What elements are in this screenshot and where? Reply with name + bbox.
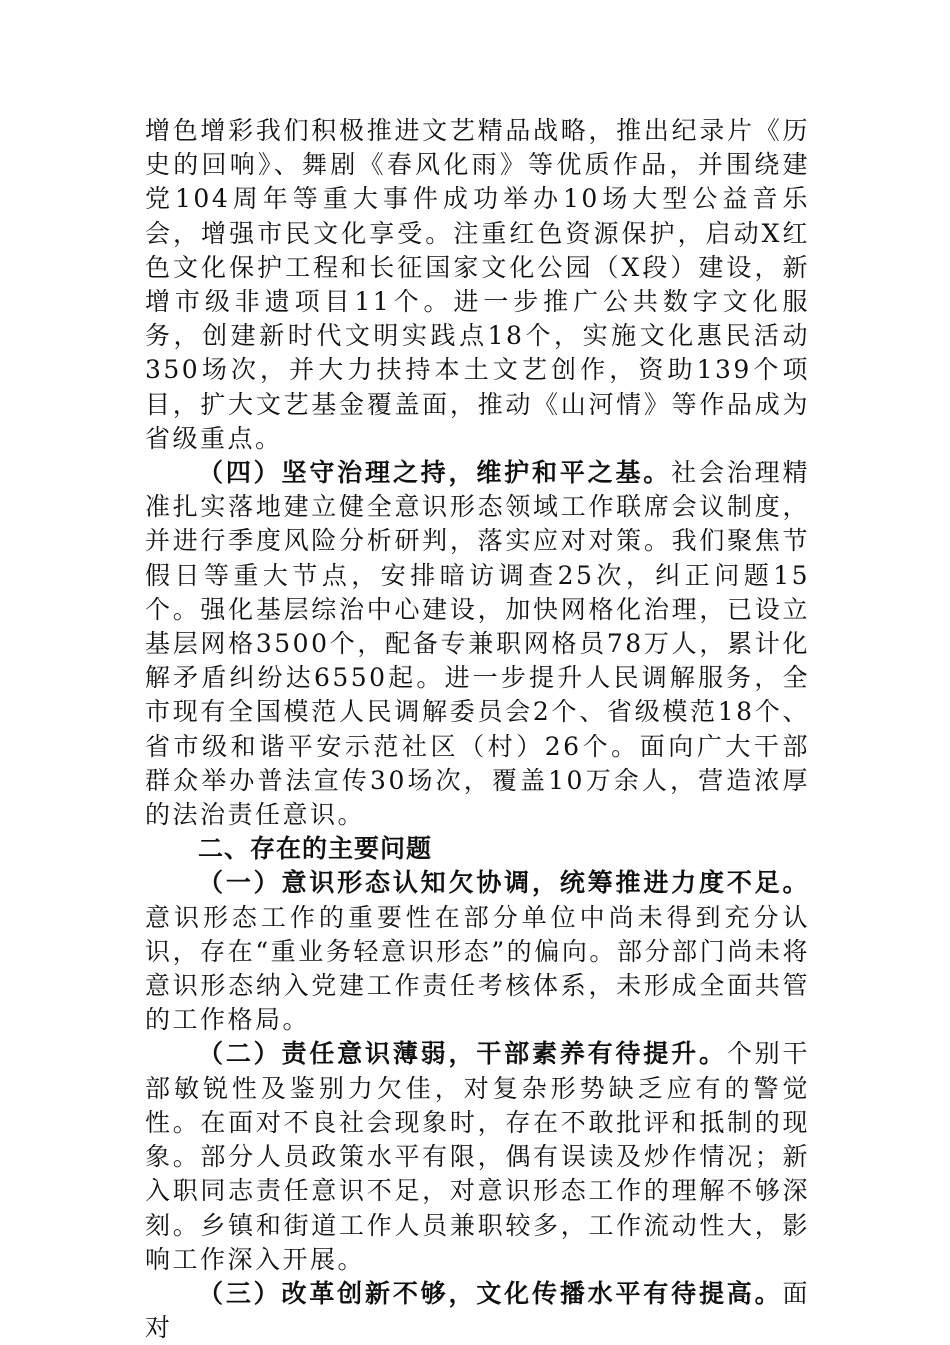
paragraph-problem-three: [145, 1277, 810, 1345]
paragraph-text: 社会治理精准扎实落地建立健全意识形态领域工作联席会议制度，并进行季度风险分析研判，落实应对对策。我们聚焦节假日等重大节点，安排暗访调查25次，纠正问题15个。强化基层综治中心建设，加快网格化治理，已设立基层网格3500个，配备专兼职网格员78万人，累计化解矛盾纠纷达6550起。进一步提升人民调解服务，全市现有全国模范人民调解委员会2个、省级模范18个、省市级和谐平安示范社区（村）26个。面向广大干部群众举办普法宣传30场次，覆盖10万余人，营造浓厚的法治责任意识。: [145, 458, 810, 830]
section-lead-four: （四）坚守治理之持，维护和平之基。: [198, 458, 672, 488]
problem-lead-two: （二）责任意识薄弱，干部素养有待提升。: [198, 1039, 727, 1069]
document-body: [145, 114, 810, 1345]
problem-lead-one: （一）意识形态认知欠协调，统筹推进力度不足。: [198, 868, 810, 898]
paragraph-governance: [145, 456, 810, 832]
paragraph-problem-one: [145, 866, 810, 1037]
paragraph-text: 增色增彩我们积极推进文艺精品战略，推出纪录片《历史的回响》、舞剧《春风化雨》等优质作品，并围绕建党104周年等重大事件成功举办10场大型公益音乐会，增强市民文化享受。注重红色资源保护，启动X红色文化保护工程和长征国家文化公园（X段）建设，新增市级非遗项目11个。进一步推广公共数字文化服务，创建新时代文明实践点18个，实施文化惠民活动350场次，并大力扶持本土文艺创作，资助139个项目，扩大文艺基金覆盖面，推动《山河情》等作品成为省级重点。: [145, 116, 810, 453]
paragraph-problem-two: [145, 1037, 810, 1276]
paragraph-text: 意识形态工作的重要性在部分单位中尚未得到充分认识，存在“重业务轻意识形态”的偏向。部分部门尚未将意识形态纳入党建工作责任考核体系，未形成全面共管的工作格局。: [145, 902, 810, 1035]
paragraph-text: 个别干部敏锐性及鉴别力欠佳，对复杂形势缺乏应有的警觉性。在面对不良社会现象时，存在不敢批评和抵制的现象。部分人员政策水平有限，偶有误读及炒作情况；新入职同志责任意识不足，对意识形态工作的理解不够深刻。乡镇和街道工作人员兼职较多，工作流动性大，影响工作深入开展。: [145, 1039, 810, 1274]
paragraph-culture-achievements: [145, 114, 810, 456]
paragraph-text: 面对: [145, 1278, 810, 1343]
section-heading-main-problems: 二、存在的主要问题: [198, 834, 433, 864]
problem-lead-three: （三）改革创新不够，文化传播水平有待提高。: [198, 1278, 783, 1308]
